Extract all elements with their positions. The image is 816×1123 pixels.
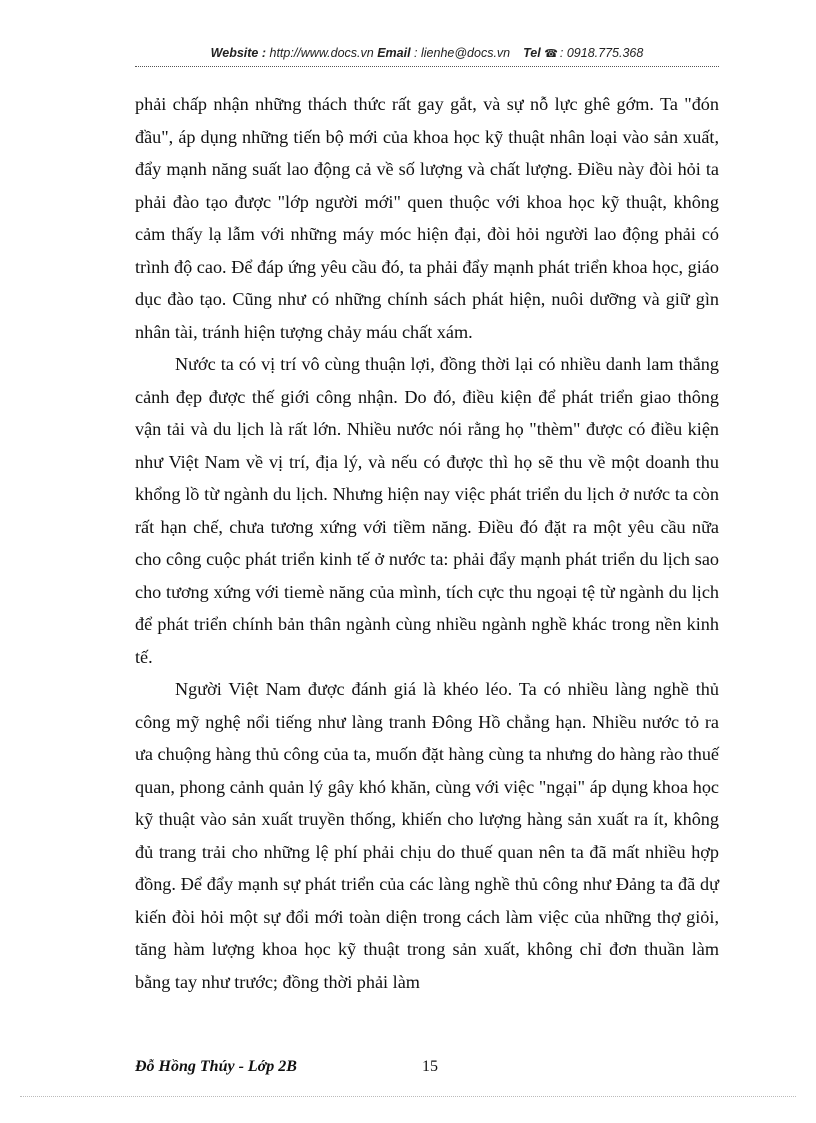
tel-label: Tel: [523, 46, 541, 60]
email-link[interactable]: : lienhe@docs.vn: [414, 46, 511, 60]
page-header: [135, 46, 719, 66]
paragraph-handicraft: Người Việt Nam được đánh giá là khéo léo. Ta có nhiều làng nghề thủ công mỹ nghệ nổi tiếng như làng tranh Đông Hồ chẳng hạn. Nhiều nước tỏ ra ưa chuộng hàng thủ công của ta, muốn đặt hàng cùng ta nhưng do hàng rào thuế quan, phong cảnh quản lý gây khó khăn, cùng với việc "ngại" áp dụng khoa học kỹ thuật vào sản xuất truyền thống, khiến cho lượng hàng sản xuất ra ít, không đủ trang trải cho những lệ phí phải chịu do thuế quan nên ta đã mất nhiều hợp đồng. Để đẩy mạnh sự phát triển của các làng nghề thủ công như Đảng ta đã dự kiến đòi hỏi một sự đổi mới toàn diện trong cách làm việc của những thợ giỏi, tăng hàm lượng khoa học kỹ thuật trong sản xuất, không chỉ đơn thuần làm bằng tay như trước; đồng thời phải làm: [135, 679, 719, 992]
page-bottom-divider: [20, 1096, 796, 1097]
paragraph-continued: phải chấp nhận những thách thức rất gay gắt, và sự nỗ lực ghê gớm. Ta "đón đầu", áp dụng những tiến bộ mới của khoa học kỹ thuật nhân loại vào sản xuất, đẩy mạnh năng suất lao động cả về số lượng và chất lượng. Điều này đòi hỏi ta phải đào tạo được "lớp người mới" quen thuộc với khoa học kỹ thuật, không cảm thấy lạ lẫm với những máy móc hiện đại, đòi hỏi người lao động phải có trình độ cao. Để đáp ứng yêu cầu đó, ta phải đẩy mạnh phát triển khoa học, giáo dục đào tạo. Cũng như có những chính sách phát hiện, nuôi dưỡng và giữ gìn nhân tài, tránh hiện tượng chảy máu chất xám.: [135, 94, 719, 342]
tel-value: : 0918.775.368: [559, 46, 644, 60]
website-label: Website :: [210, 46, 267, 60]
footer-author: Đỗ Hồng Thúy - Lớp 2B: [135, 1058, 297, 1075]
phone-icon: ☎: [544, 48, 558, 60]
header-divider: [135, 66, 719, 67]
website-link[interactable]: http://www.docs.vn: [269, 46, 374, 60]
paragraph-tourism: Nước ta có vị trí vô cùng thuận lợi, đồng thời lại có nhiều danh lam thắng cảnh đẹp được thế giới công nhận. Do đó, điều kiện để phát triển giao thông vận tải và du lịch là rất lớn. Nhiều nước nói rằng họ "thèm" được có điều kiện như Việt Nam về vị trí, địa lý, và nếu có được thì họ sẽ thu về một doanh thu khổng lồ từ ngành du lịch. Nhưng hiện nay việc phát triển du lịch ở nước ta còn rất hạn chế, chưa tương xứng với tiềm năng. Điều đó đặt ra một yêu cầu nữa cho công cuộc phát triển kinh tế ở nước ta: phải đẩy mạnh phát triển du lịch sao cho tương xứng với tiemè năng của mình, tích cực thu ngoại tệ từ ngành du lịch để phát triển chính bản thân ngành cùng nhiều ngành nghề khác trong nền kinh tế.: [135, 354, 719, 667]
email-label: Email: [377, 46, 411, 60]
document-body: [135, 88, 719, 998]
page-number: 15: [422, 1058, 438, 1075]
